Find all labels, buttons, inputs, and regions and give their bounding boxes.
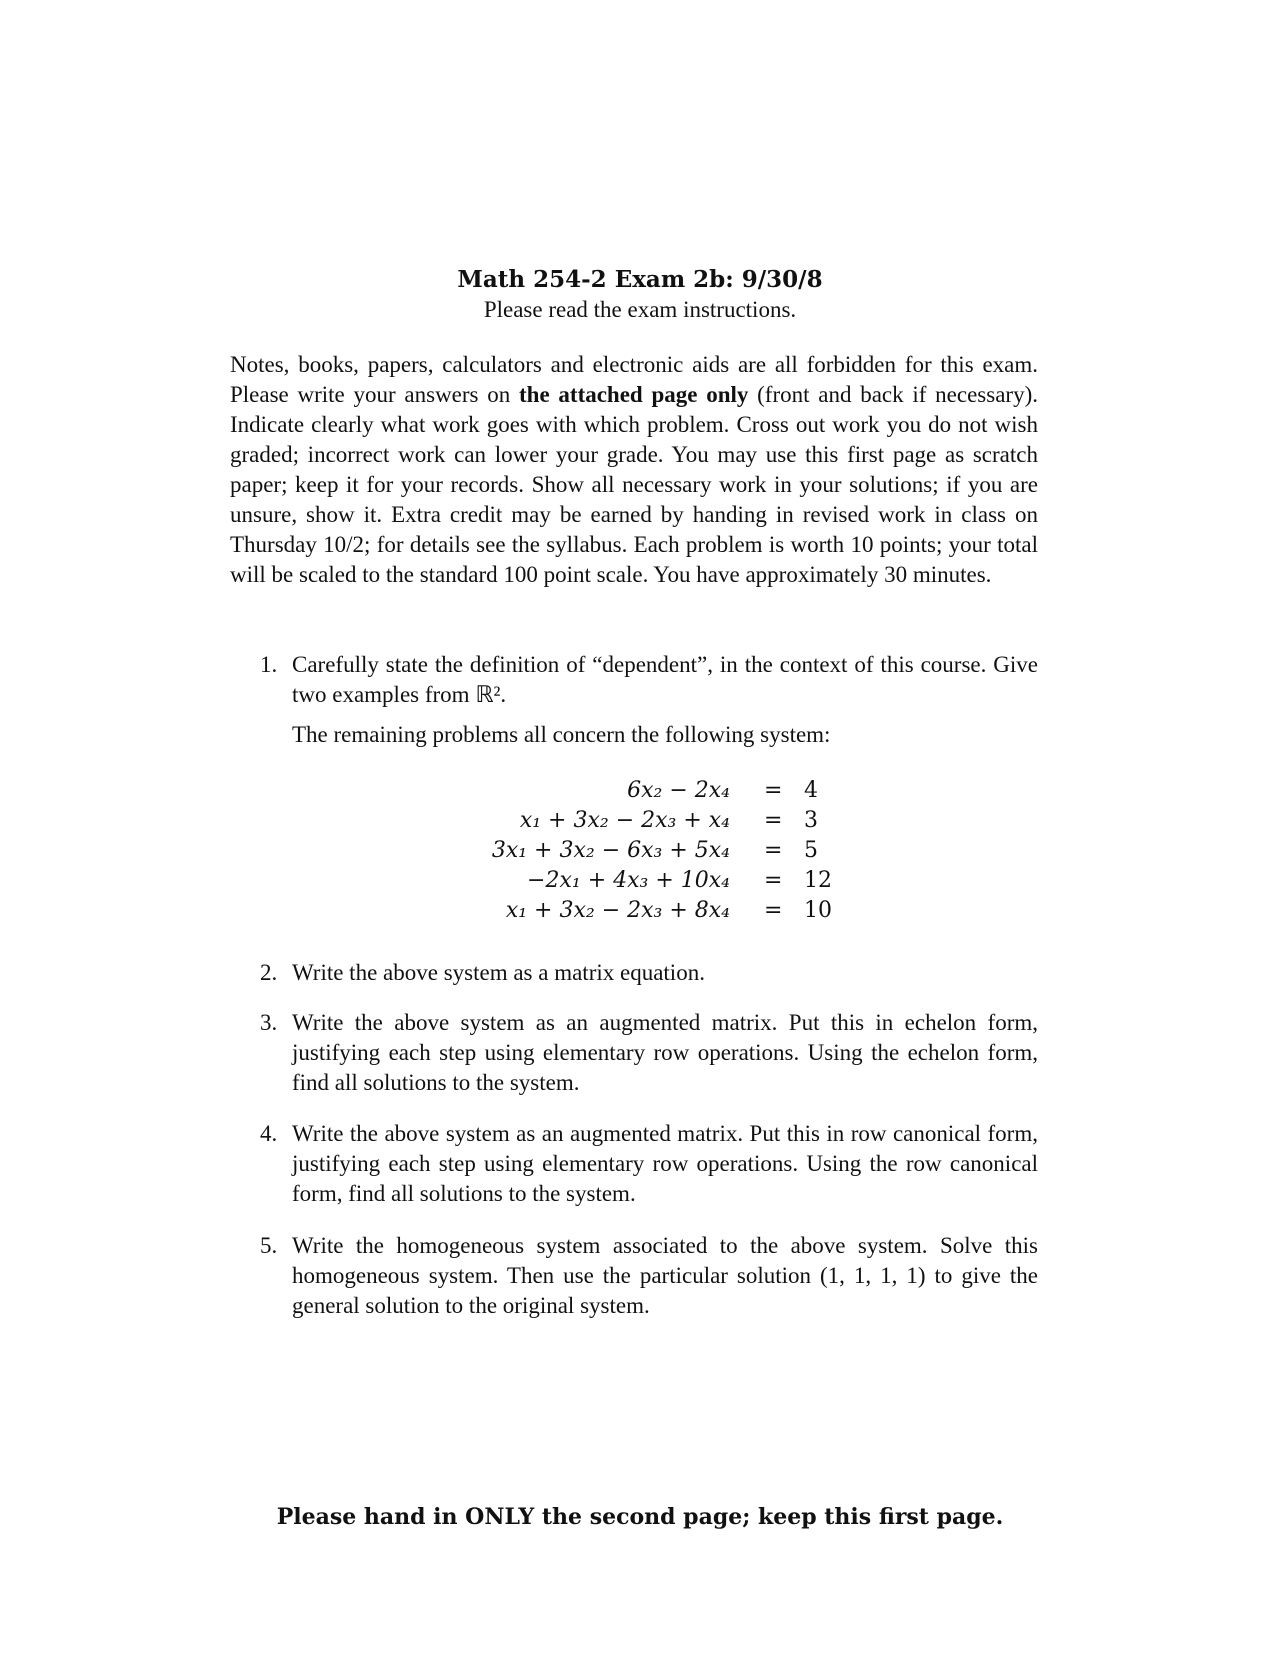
equation-rhs: 4 xyxy=(804,778,818,803)
exam-subtitle: Please read the exam instructions. xyxy=(483,297,797,322)
equation-rhs: 5 xyxy=(804,838,818,863)
problem-number: 1. xyxy=(260,652,278,677)
equation-row xyxy=(380,836,900,866)
exam-header xyxy=(0,265,1280,325)
equals-sign: = xyxy=(764,868,783,893)
problem-4 xyxy=(260,1119,1038,1209)
problem-number: 3. xyxy=(260,1010,278,1035)
problem-number: 2. xyxy=(260,960,278,985)
equals-sign: = xyxy=(764,898,783,923)
equation-system xyxy=(380,776,900,926)
equation-lhs: x₁ + 3x₂ − 2x₃ + 8x₄ xyxy=(505,898,730,923)
problem-text: Write the above system as an augmented matrix. Put this in echelon form, justifying each step using elementary row operations. Using the echelon form, find all solutions to the system. xyxy=(292,1010,1038,1095)
equals-sign: = xyxy=(764,808,783,833)
problem-text: Write the above system as an augmented matrix. Put this in row canonical form, justifying each step using elementary row operations. Using the row canonical form, find all solutions to the system. xyxy=(292,1121,1038,1206)
problem-text: Write the homogeneous system associated to the above system. Solve this homogeneous system. Then use the particular solution (1, 1, 1, 1) to give the general solution to the original system. xyxy=(292,1233,1038,1318)
problem-number: 5. xyxy=(260,1233,278,1258)
problem-3 xyxy=(260,1008,1038,1098)
problem-5 xyxy=(260,1231,1038,1321)
equals-sign: = xyxy=(764,838,783,863)
equation-rhs: 10 xyxy=(804,898,832,923)
equation-lhs: 6x₂ − 2x₄ xyxy=(627,778,730,803)
instructions-paragraph xyxy=(230,350,1038,590)
equation-rhs: 12 xyxy=(804,868,832,893)
equation-lhs: 3x₁ + 3x₂ − 6x₃ + 5x₄ xyxy=(491,838,730,863)
equation-lhs: −2x₁ + 4x₃ + 10x₄ xyxy=(527,868,730,893)
equation-row xyxy=(380,896,900,926)
equation-rhs: 3 xyxy=(804,808,818,833)
exam-title: Math 254-2 Exam 2b: 9/30/8 xyxy=(457,266,823,293)
equation-row xyxy=(380,806,900,836)
instructions-text-2: (front and back if necessary). Indicate clearly what work goes with which problem. Cross out work you do not wish graded; incorrect work can lower your grade. You may use this first page as scratch paper; keep it for your records. Show all necessary work in your solutions; if you are unsure, show it. Extra credit may be earned by handing in revised work in class on Thursday 10/2; for details see the syllabus. Each problem is worth 10 points; your total will be scaled to the standard 100 point scale. You have approximately 30 minutes. xyxy=(230,382,1038,587)
problem-2 xyxy=(260,958,1038,988)
equation-lhs: x₁ + 3x₂ − 2x₃ + x₄ xyxy=(519,808,730,833)
problem-number: 4. xyxy=(260,1121,278,1146)
instructions-text-1: Notes, books, papers, calculators and electronic aids are all forbidden for this exam. Please write your answers on xyxy=(230,352,1038,407)
equation-row xyxy=(380,866,900,896)
system-lead-text: The remaining problems all concern the following system: xyxy=(292,722,831,747)
problem-text: Write the above system as a matrix equation. xyxy=(292,960,705,985)
equals-sign: = xyxy=(764,778,783,803)
instructions-bold: the attached page only xyxy=(519,382,749,407)
problem-1 xyxy=(260,650,1038,710)
hand-in-notice: Please hand in ONLY the second page; keep this first page. xyxy=(276,1504,1004,1530)
problem-text: Carefully state the definition of “dependent”, in the context of this course. Give two examples from ℝ². xyxy=(292,652,1038,707)
equation-row xyxy=(380,776,900,806)
